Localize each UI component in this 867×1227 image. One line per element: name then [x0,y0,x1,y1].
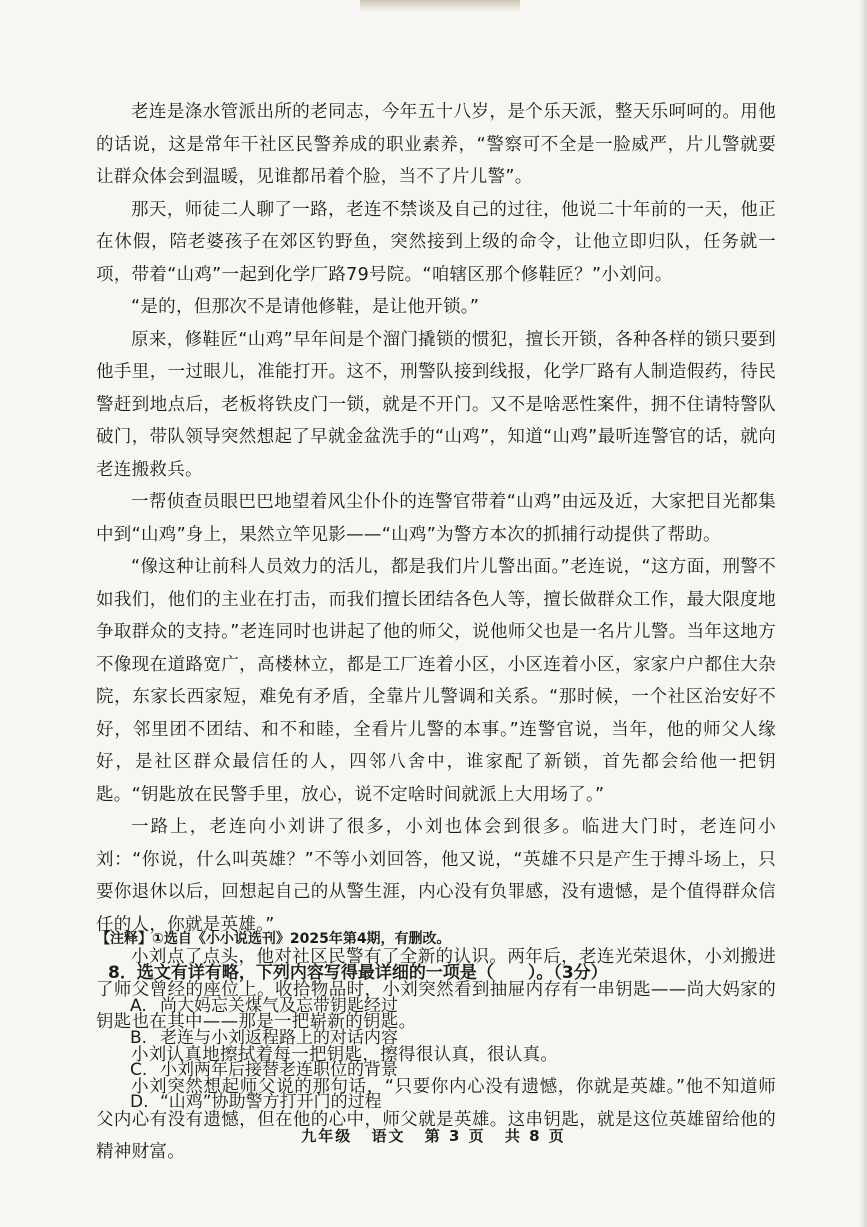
story-paragraph: 小刘点了点头，他对社区民警有了全新的认识。两年后，老连光荣退休，小刘搬进了师父曾经的座位上。收拾物品时，小刘突然看到抽屉内存有一串钥匙——尚大妈家的钥匙也在其中——那是一把崭新的钥匙。 [96,947,776,1032]
story-paragraph: 小刘突然想起师父说的那句话，“只要你内心没有遗憾，你就是英雄。”他不知道师父内心有没有遗憾，但在他的心中，师父就是英雄。这串钥匙，就是这位英雄留给他的精神财富。 [96,1077,776,1162]
story-paragraph: “像这种让前科人员效力的活儿，都是我们片儿警出面。”老连说，“这方面，刑警不如我们，他们的主业在打击，而我们擅长团结各色人等，擅长做群众工作，最大限度地争取群众的支持。”老连同时也讲起了他的师父，说他师父也是一名片儿警。当年这地方不像现在道路宽广，高楼林立，都是工厂连着小区，小区连着小区，家家户户都住大杂院，东家长西家短，难免有矛盾，全靠片儿警调和关系。“那时候，一个社区治安好不好，邻里团不团结、和不和睦，全看片儿警的本事。”连警官说，当年，他的师父人缘好，是社区群众最信任的人，四邻八舍中，谁家配了新锁，首先都会给他一把钥匙。“钥匙放在民警手里，放心，说不定啥时间就派上大用场了。” [96,557,776,805]
page-edge-shadow [859,0,867,1227]
footer-subject: 语文 [371,1127,406,1145]
scan-mark [360,0,520,12]
option-a[interactable] [130,990,730,1022]
option-text: “山鸡”协助警方打开门的过程 [160,1092,382,1112]
story-paragraph: 老连是涤水管派出所的老同志，今年五十八岁，是个乐天派，整天乐呵呵的。用他的话说，这是常年干社区民警养成的职业素养，“警察可不全是一脸威严，片儿警就要让群众体会到温暖，见谁都吊着个脸，当不了片儿警”。 [96,102,776,187]
story-paragraph: “是的，但那次不是请他修鞋，是让他开锁。” [131,297,480,317]
footer-grade: 九年级 [301,1127,353,1145]
question-stem: 8．选文有详有略，下列内容写得最详细的一项是（ ）。（3分） [108,963,608,983]
source-note: 【注释】①选自《小小说选刊》2025年第4期，有删改。 [96,931,451,947]
story-paragraph: 原来，修鞋匠“山鸡”早年间是个溜门撬锁的惯犯，擅长开锁，各种各样的锁只要到他手里，一过眼儿，准能打开。这不，刑警队接到线报，化学厂路有人制造假药，待民警赶到地点后，老板将铁皮门一锁，就是不开门。又不是啥恶性案件，拥不住请特警队破门，带队领导突然想起了早就金盆洗手的“山鸡”，知道“山鸡”最听连警官的话，就向老连搬救兵。 [96,329,776,480]
option-c[interactable] [130,1054,730,1086]
story-paragraph: 小刘认真地擦拭着每一把钥匙，擦得很认真，很认真。 [131,1044,559,1065]
footer-total: 共 8 页 [504,1127,566,1145]
story-paragraph: 那天，师徒二人聊了一路，老连不禁谈及自己的过往，他说二十年前的一天，他正在休假，陪老婆孩子在郊区钓野鱼，突然接到上级的命令，让他立即归队，任务就一项，带着“山鸡”一起到化学厂路79号院。“咱辖区那个修鞋匠？”小刘问。 [96,199,776,285]
option-text: 尚大妈忘关煤气及忘带钥匙经过 [160,996,398,1016]
option-text: 小刘两年后接替老连职位的背景 [160,1060,398,1080]
option-letter: C. [130,1060,148,1080]
story-paragraph: 一路上，老连向小刘讲了很多，小刘也体会到很多。临进大门时，老连问小刘：“你说，什么叫英雄？”不等小刘回答，他又说，“英雄不只是产生于搏斗场上，只要你退休以后，回想起自己的从警生涯，内心没有负罪感，没有遗憾，是个值得群众信任的人，你就是英雄。” [96,817,776,935]
option-text: 老连与小刘返程路上的对话内容 [160,1028,398,1048]
option-letter: B. [130,1028,148,1048]
story-paragraph: 一帮侦查员眼巴巴地望着风尘仆仆的连警官带着“山鸡”由远及近，大家把目光都集中到“山鸡”身上，果然立竿见影——“山鸡”为警方本次的抓捕行动提供了帮助。 [96,492,776,545]
page-footer [0,1125,867,1146]
option-letter: D. [130,1092,149,1112]
option-b[interactable] [130,1022,730,1054]
option-d[interactable] [130,1086,730,1118]
option-letter: A. [130,996,147,1016]
answer-options [130,990,730,1118]
footer-page: 第 3 页 [424,1127,486,1145]
